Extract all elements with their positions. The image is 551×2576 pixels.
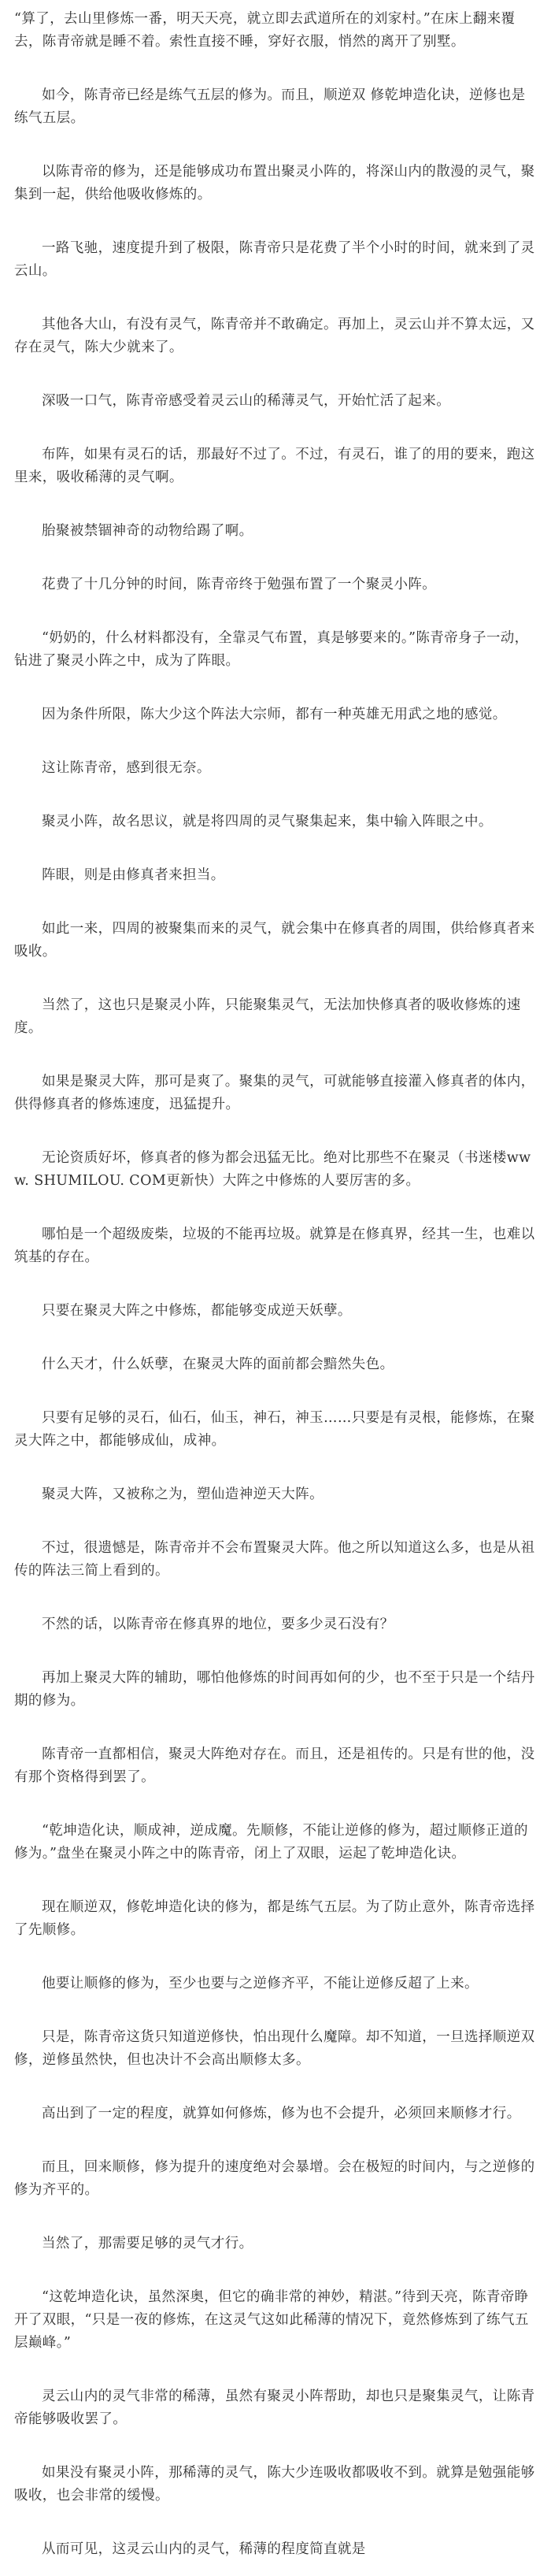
paragraph: 阵眼，则是由修真者来担当。 <box>42 867 225 883</box>
paragraph: 如今，陈青帝已经是练气五层的修为。而且，顺逆双 修乾坤造化诀，逆修也是练气五层。 <box>14 87 526 126</box>
paragraph: 布阵，如果有灵石的话，那最好不过了。不过，有灵石，谁了的用的要来，跑这里来，吸收稀薄的灵气啊。 <box>14 447 535 485</box>
paragraph: 现在顺逆双，修乾坤造化诀的修为，都是练气五层。为了防止意外，陈青帝选择了先顺修。 <box>14 1899 535 1938</box>
paragraph: 只要有足够的灵石，仙石，仙玉，神石，神玉……只要是有灵根，能修炼，在聚灵大阵之中，都能够成仙，成神。 <box>14 1410 535 1449</box>
paragraph: 陈青帝一直都相信，聚灵大阵绝对存在。而且，还是祖传的。只是有世的他，没有那个资格得到罢了。 <box>14 1746 535 1785</box>
paragraph: “算了，去山里修炼一番，明天天亮，就立即去武道所在的刘家村。”在床上翻来覆去，陈青帝就是睡不着。索性直接不睡，穿好衣服，悄然的离开了别墅。 <box>14 11 516 50</box>
paragraph: 只要在聚灵大阵之中修炼，都能够变成逆天妖孽。 <box>42 1303 352 1319</box>
paragraph: 花费了十几分钟的时间，陈青帝终于勉强布置了一个聚灵小阵。 <box>42 577 437 592</box>
paragraph: 无论资质好坏，修真者的修为都会迅猛无比。绝对比那些不在聚灵（书迷楼www. SHUMILOU. COM更新快）大阵之中修炼的人要厉害的多。 <box>14 1150 531 1189</box>
paragraph: “奶奶的，什么材料都没有，全靠灵气布置，真是够要来的。”陈青帝身子一动，钻进了聚灵小阵之中，成为了阵眼。 <box>14 630 529 669</box>
paragraph: 聚灵大阵，又被称之为，塑仙造神逆天大阵。 <box>42 1487 324 1502</box>
paragraph: 深吸一口气，陈青帝感受着灵云山的稀薄灵气，开始忙活了起来。 <box>42 393 451 409</box>
paragraph: 当然了，那需要足够的灵气才行。 <box>42 2236 253 2251</box>
paragraph: 因为条件所限，陈大少这个阵法大宗师，都有一种英雄无用武之地的感觉。 <box>42 707 507 722</box>
paragraph: “乾坤造化诀，顺成神，逆成魔。先顺修，不能让逆修的修为，超过顺修正道的修为。”盘坐在聚灵小阵之中的陈青帝，闭上了双眼，运起了乾坤造化诀。 <box>14 1823 528 1861</box>
paragraph: 这让陈青帝，感到很无奈。 <box>42 760 211 776</box>
paragraph: “这乾坤造化诀，虽然深奥，但它的确非常的神妙，精湛。”待到天亮，陈青帝睁开了双眼，“只是一夜的修炼，在这灵气这如此稀薄的情况下，竟然修炼到了练气五层巅峰。” <box>14 2289 529 2351</box>
paragraph: 从而可见，这灵云山内的灵气，稀薄的程度简直就是 <box>42 2541 366 2557</box>
paragraph: 以陈青帝的修为，还是能够成功布置出聚灵小阵的，将深山内的散漫的灵气，聚集到一起，供给他吸收修炼的。 <box>14 164 535 202</box>
paragraph: 他要让顺修的修为，至少也要与之逆修齐平，不能让逆修反超了上来。 <box>42 1976 479 1991</box>
paragraph: 不然的话，以陈青帝在修真界的地位，要多少灵石没有？ <box>42 1616 394 1632</box>
paragraph: 如果是聚灵大阵，那可是爽了。聚集的灵气，可就能够直接灌入修真者的体内，供得修真者的修炼速度，迅猛提升。 <box>14 1074 535 1112</box>
paragraph: 再加上聚灵大阵的辅助，哪怕他修炼的时间再如何的少，也不至于只是一个结丹期的修为。 <box>14 1670 535 1709</box>
paragraph: 哪怕是一个超级废柴，垃圾的不能再垃圾。就算是在修真界，经其一生，也难以筑基的存在。 <box>14 1227 535 1265</box>
paragraph: 其他各大山，有没有灵气，陈青帝并不敢确定。再加上，灵云山并不算太远，又存在灵气，陈大少就来了。 <box>14 317 535 355</box>
paragraph: 如此一来，四周的被聚集而来的灵气，就会集中在修真者的周围，供给修真者来吸收。 <box>14 921 535 960</box>
paragraph: 只是，陈青帝这货只知道逆修快，怕出现什么魔障。却不知道，一旦选择顺逆双 修，逆修虽然快，但也决计不会高出顺修太多。 <box>14 2029 535 2068</box>
paragraph: 当然了，这也只是聚灵小阵，只能聚集灵气，无法加快修真者的吸收修炼的速度。 <box>14 997 521 1036</box>
paragraph: 聚灵小阵，故名思议，就是将四周的灵气聚集起来，集中输入阵眼之中。 <box>42 814 493 830</box>
paragraph: 而且，回来顺修，修为提升的速度绝对会暴增。会在极短的时间内，与之逆修的修为齐平的。 <box>14 2159 535 2198</box>
paragraph: 灵云山内的灵气非常的稀薄，虽然有聚灵小阵帮助，却也只是聚集灵气，让陈青帝能够吸收罢了。 <box>14 2389 535 2427</box>
paragraph: 如果没有聚灵小阵，那稀薄的灵气，陈大少连吸收都吸收不到。就算是勉强能够吸收，也会非常的缓慢。 <box>14 2465 535 2504</box>
paragraph: 不过，很遗憾是，陈青帝并不会布置聚灵大阵。他之所以知道这么多，也是从祖传的阵法三简上看到的。 <box>14 1540 535 1579</box>
paragraph: 胎聚被禁锢神奇的动物给踢了啊。 <box>42 523 253 539</box>
paragraph: 一路飞驰，速度提升到了极限，陈青帝只是花费了半个小时的时间，就来到了灵云山。 <box>14 240 535 279</box>
paragraph: 什么天才，什么妖孽，在聚灵大阵的面前都会黯然失色。 <box>42 1357 394 1372</box>
paragraph: 高出到了一定的程度，就算如何修炼，修为也不会提升，必须回来顺修才行。 <box>42 2106 521 2121</box>
